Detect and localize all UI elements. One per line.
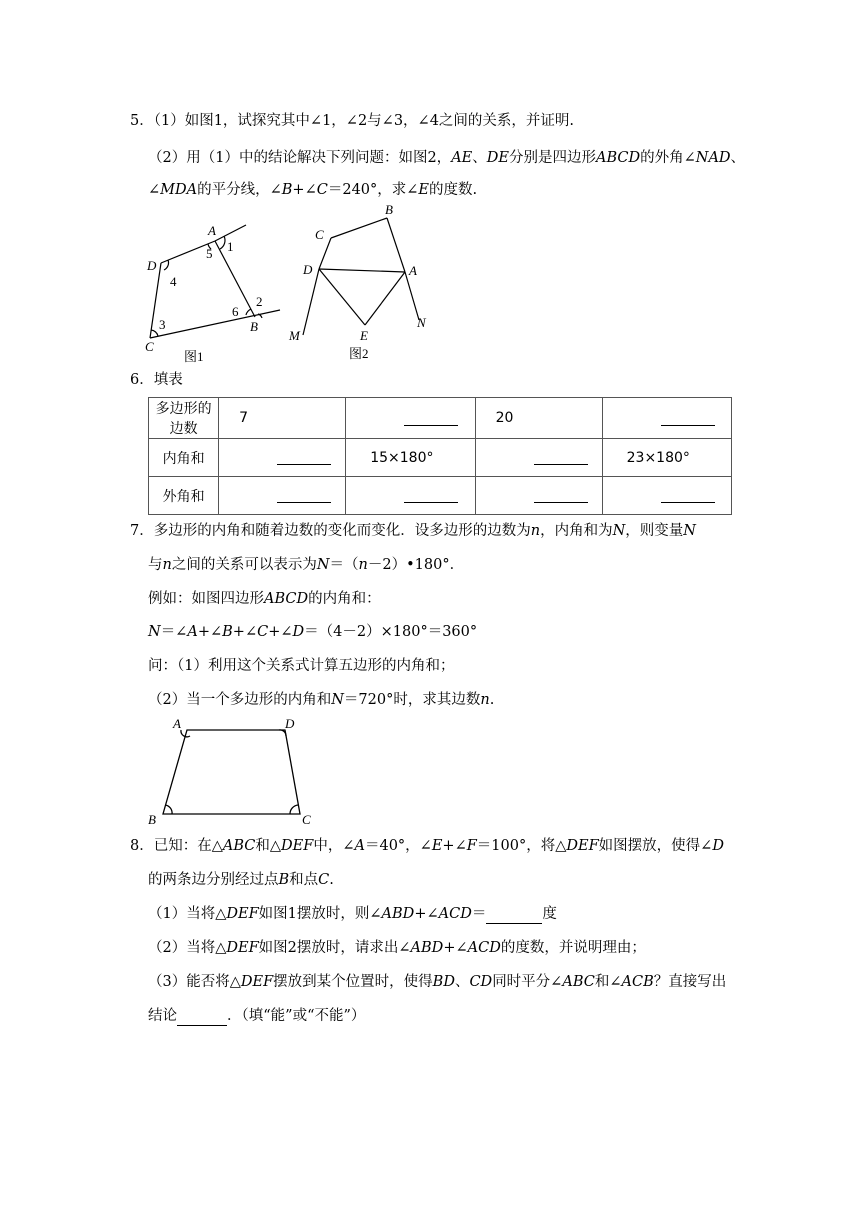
q6-fill-table [148,397,732,515]
cell-blank[interactable] [219,477,346,515]
fig1-label-6: 6 [232,304,239,319]
q7-fig-label-c: C [302,812,311,827]
table-row [149,398,732,439]
q7-fig-label-d: D [285,716,295,731]
fig2-caption: 图2 [349,346,369,361]
q8-line-1: 8．已知：在△ABC和△DEF中，∠A＝40°，∠E+∠F＝100°，将△DEF如图摆放，使得∠D [130,838,724,854]
q7-line-2: 与n之间的关系可以表示为N＝（n－2）•180°． [148,557,465,573]
fig2-label-d: D [303,262,313,277]
q8-line-2: 的两条边分别经过点B和点C. [148,872,334,888]
cell-interior-15: 15×180° [346,439,475,477]
answer-blank[interactable] [486,908,542,924]
row-header: 外角和 [149,477,219,515]
fig2-label-n: N [417,315,426,330]
q8-line-3: （1）当将△DEF如图1摆放时，则∠ABD+∠ACD＝ 度 [148,906,557,922]
fig2-label-m: M [289,328,300,343]
cell-blank[interactable] [602,398,731,439]
table-row [149,439,732,477]
cell-sides-20: 20 [475,398,602,439]
answer-blank[interactable] [177,1010,227,1026]
cell-sides-7: 7 [219,398,346,439]
q5-figure-2 [285,200,435,366]
q5-figure-1 [140,218,290,366]
table-row [149,477,732,515]
q7-line-4: N＝∠A+∠B+∠C+∠D＝（4－2）×180°＝360° [148,624,478,640]
fig1-label-4: 4 [170,274,177,289]
q5-line-2: （2）用（1）中的结论解决下列问题：如图2，AE、DE分别是四边形ABCD的外角∠NAD、 [148,150,746,166]
row-header: 内角和 [149,439,219,477]
cell-blank[interactable] [346,398,475,439]
q8-line-5: （3）能否将△DEF摆放到某个位置时，使得BD、CD同时平分∠ABC和∠ACB？直接写出 [148,974,727,990]
cell-blank[interactable] [346,477,475,515]
cell-blank[interactable] [475,439,602,477]
cell-interior-23: 23×180° [602,439,731,477]
q8-line-6: 结论 ．（填“能”或“不能”） [148,1008,366,1024]
q5-line-1: 5．（1）如图1，试探究其中∠1，∠2与∠3，∠4之间的关系，并证明. [130,113,575,129]
fig2-label-e: E [360,328,368,343]
q7-line-5: 问：（1）利用这个关系式计算五边形的内角和； [148,658,455,674]
fig2-label-b: B [385,202,393,217]
fig1-label-5: 5 [206,246,213,261]
fig1-label-d: D [147,258,157,273]
row-header: 多边形的边数 [149,398,219,439]
q7-line-6: （2）当一个多边形的内角和N＝720°时，求其边数n. [148,692,495,708]
q7-line-3: 例如：如图四边形ABCD的内角和： [148,591,381,607]
cell-blank[interactable] [475,477,602,515]
q7-figure [145,712,320,830]
fig1-label-c: C [145,339,154,354]
q7-fig-label-b: B [148,812,156,827]
q5-line-3: ∠MDA的平分线，∠B+∠C＝240°，求∠E的度数. [148,182,478,198]
fig2-label-a: A [409,263,417,278]
fig1-label-b: B [250,319,258,334]
cell-blank[interactable] [602,477,731,515]
fig1-label-3: 3 [159,317,166,332]
fig1-label-2: 2 [256,294,263,309]
fig1-label-a: A [208,223,216,238]
q7-line-1: 7．多边形的内角和随着边数的变化而变化．设多边形的边数为n，内角和为N，则变量N [130,523,696,539]
q6-title: 6．填表 [130,372,183,388]
q7-fig-label-a: A [173,716,181,731]
fig1-caption: 图1 [184,349,204,364]
q8-line-4: （2）当将△DEF如图2摆放时，请求出∠ABD+∠ACD的度数，并说明理由； [148,940,646,956]
fig2-label-c: C [315,227,324,242]
fig1-label-1: 1 [227,239,234,254]
cell-blank[interactable] [219,439,346,477]
